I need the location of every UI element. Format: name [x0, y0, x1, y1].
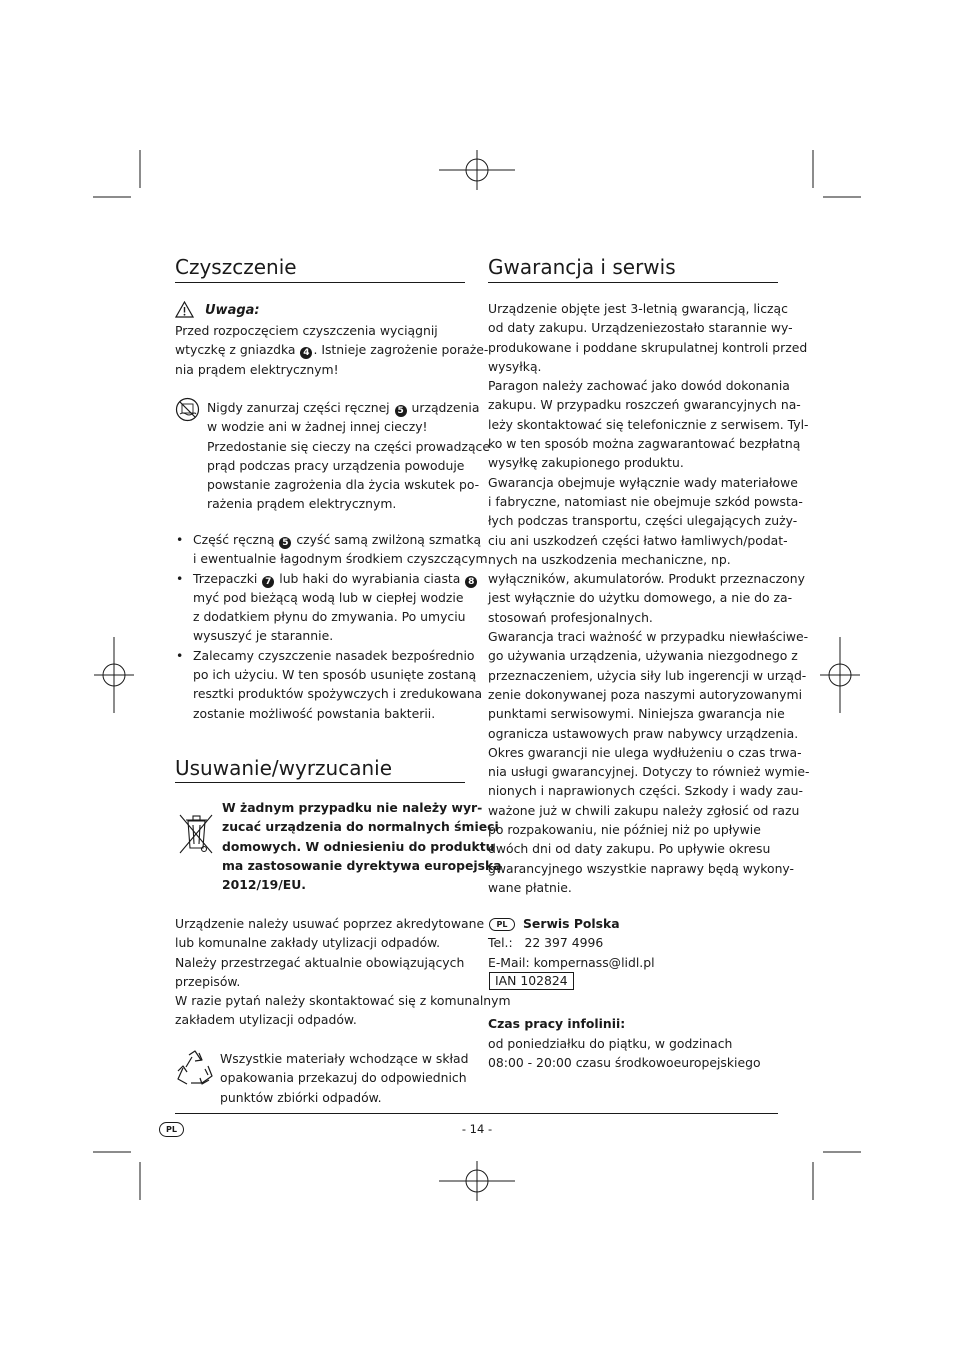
text-line: Przed rozpoczęciem czyszczenia wyciągnij: [175, 323, 438, 338]
text-line: Urządzenie objęte jest 3-letnią gwarancją, licząc: [488, 301, 788, 316]
text-line: prąd podczas pracy urządzenia powoduje: [207, 457, 465, 473]
service-title: Serwis Polska: [523, 916, 620, 931]
text-line: po ich użyciu. W ten sposób usunięte zostaną: [193, 667, 477, 683]
text-line: i ewentualnie łagodnym środkiem czyszczącym.: [193, 551, 492, 567]
service-email: E-Mail: kompernass@lidl.pl: [488, 955, 655, 970]
text-line: w wodzie ani w żadnej innej cieczy!: [207, 419, 428, 435]
text-line: nia usługi gwarancyjnej. Dotyczy to również wymie-: [488, 764, 810, 780]
warranty-title-rule: [488, 282, 778, 283]
text-line: Paragon należy zachować jako dowód dokonania: [488, 378, 790, 394]
text-line: myć pod bieżącą wodą lub w ciepłej wodzie: [193, 589, 464, 605]
text-line: ma zastosowanie dyrektywa europejska: [222, 857, 502, 873]
text-line: W razie pytań należy skontaktować się z komunalnym: [175, 993, 511, 1009]
part-number-circle: 4: [300, 347, 312, 359]
text-line: Wszystkie materiały wchodzące w skład: [220, 1051, 469, 1066]
hours-text: [488, 1034, 761, 1073]
text-line: wyłączników, akumulatorów. Produkt przeznaczony: [488, 571, 805, 587]
text-line: Okres gwarancji nie ulega wydłużeniu o czas trwa-: [488, 744, 802, 760]
no-immersion-icon: [175, 397, 200, 422]
text-line: Część ręczną 5 czyść samą zwilżoną szmatką: [193, 532, 482, 548]
cleaning-title: Czyszczenie: [175, 255, 297, 279]
text-line: od daty zakupu. Urządzeniezostało starannie wy-: [488, 320, 793, 336]
text-line: produkowane i poddane skrupulatnej kontroli przed: [488, 339, 808, 355]
bullet-dot: •: [176, 647, 184, 663]
text-line: lub komunalne zakłady utylizacji odpadów.: [175, 935, 441, 951]
text-line: zakładem utylizacji odpadów.: [175, 1012, 357, 1028]
text-line: rażenia prądem elektrycznym.: [207, 496, 397, 512]
ian-box: IAN 102824: [489, 972, 574, 990]
list-item: [175, 569, 475, 646]
disposal-text: [175, 914, 511, 1030]
disposal-title: Usuwanie/wyrzucanie: [175, 756, 393, 780]
text-line: zenie dokonywanej poza naszymi autoryzowanymi: [488, 686, 803, 702]
text-line: Nigdy zanurzaj części ręcznej 5 urządzenia: [207, 400, 480, 416]
text-line: W żadnym przypadku nie należy wyr-: [222, 800, 483, 815]
text-line: go używania urządzenia, używania niezgodnego z: [488, 648, 798, 664]
text-line: stosowań profesjonalnych.: [488, 609, 653, 625]
text-line: przepisów.: [175, 973, 241, 989]
text-line: zostanie możliwość powstania bakterii.: [193, 705, 436, 721]
text-line: Gwarancja obejmuje wyłącznie wady materiałowe: [488, 474, 798, 490]
disposal-title-rule: [175, 782, 465, 783]
service-country-badge: PL: [489, 918, 515, 931]
text-line: leży skontaktować się telefonicznie z serwisem. Tyl-: [488, 416, 809, 432]
bullet-list: [175, 530, 492, 723]
text-line: wysyłkę zakupionego produktu.: [488, 455, 684, 471]
hours-title: Czas pracy infolinii:: [488, 1016, 626, 1031]
part-number-circle: 5: [395, 405, 407, 417]
text-line: wysyłką.: [488, 358, 542, 374]
bullet-dot: •: [176, 570, 184, 586]
text-line: domowych. W odniesieniu do produktu: [222, 838, 495, 854]
text-line: i fabryczne, natomiast nie obejmuje szkód powsta-: [488, 493, 803, 509]
warranty-text: [488, 299, 810, 897]
text-line: 2012/19/EU.: [222, 877, 307, 893]
text-line: Gwarancja traci ważność w przypadku niewłaściwe-: [488, 629, 809, 645]
text-line: powstanie zagrożenia dla życia wskutek po-: [207, 477, 480, 493]
footer-rule: [175, 1113, 778, 1114]
bullet-dot: •: [176, 532, 184, 547]
text-line: wysuszyć je starannie.: [193, 628, 334, 644]
text-line: nych na uszkodzenia mechaniczne, np.: [488, 551, 731, 567]
text-line: gwarancyjnego wszystkie naprawy będą wykony-: [488, 860, 795, 876]
text-line: nionych i naprawionych części. Szkody i wady zau-: [488, 783, 804, 799]
text-line: Trzepaczki 7 lub haki do wyrabiania ciasta 8: [193, 569, 465, 588]
disposal-warning-text: [222, 798, 502, 894]
text-line: Urządzenie należy usuwać poprzez akredytowane: [175, 916, 485, 931]
text-line: Zalecamy czyszczenie nasadek bezpośrednio: [193, 647, 475, 663]
text-line: opakowania przekazuj do odpowiednich: [220, 1070, 467, 1086]
text-line: punktów zbiórki odpadów.: [220, 1089, 382, 1105]
warning-label: Uwaga:: [205, 303, 260, 318]
text-line: po rozpakowaniu, nie później niż po upływie: [488, 822, 761, 838]
list-item: [175, 530, 492, 569]
text-line: łych podczas transportu, części ulegających zuży-: [488, 513, 798, 529]
no-immersion-text: [207, 398, 490, 514]
text-line: Przedostanie się cieczy na części prowadzące: [207, 438, 490, 454]
text-line: zucać urządzenia do normalnych śmieci: [222, 819, 499, 835]
text-line: Należy przestrzegać aktualnie obowiązujących: [175, 954, 465, 970]
part-number-circle: 8: [465, 576, 477, 588]
text-line: dwóch dni od daty zakupu. Po upływie okresu: [488, 841, 771, 857]
text-line: 08:00 - 20:00 czasu środkowoeuropejskiego: [488, 1055, 761, 1071]
text-line: resztki produktów spożywczych i zredukowana: [193, 686, 483, 702]
text-line: nia prądem elektrycznym!: [175, 361, 339, 377]
warranty-title: Gwarancja i serwis: [488, 255, 676, 279]
text-line: punktami serwisowymi. Niniejsza gwarancja nie: [488, 706, 785, 722]
list-item: [175, 646, 483, 723]
recycling-icon: [175, 1049, 215, 1089]
text-line: z dodatkiem płynu do zmywania. Po umyciu: [193, 609, 466, 625]
text-line: wtyczkę z gniazdka 4 . Istnieje zagrożenie poraże-: [175, 342, 489, 359]
page-number: - 14 -: [461, 1122, 493, 1136]
crossed-bin-icon: [177, 812, 215, 856]
text-line: wane płatnie.: [488, 879, 572, 895]
footer-lang-badge: PL: [159, 1122, 184, 1137]
text-line: od poniedziałku do piątku, w godzinach: [488, 1036, 733, 1051]
text-line: przeznaczeniem, użycia siły lub ingerencji w urząd-: [488, 667, 807, 683]
text-line: ogranicza ustawowych praw nabywcy urządzenia.: [488, 725, 799, 741]
part-number-circle: 7: [262, 576, 274, 588]
text-line: ważone już w chwili zakupu należy zgłosić od razu: [488, 802, 800, 818]
warning-icon: [175, 301, 194, 318]
warning-text: [175, 321, 488, 379]
text-line: ko w ten sposób można zagwarantować bezpłatną: [488, 436, 801, 452]
cleaning-title-rule: [175, 282, 465, 283]
service-phone: Tel.: 22 397 4996: [488, 935, 604, 950]
part-number-circle: 5: [279, 537, 291, 549]
text-line: ciu ani uszkodzeń części łatwo łamliwych/podat-: [488, 532, 788, 548]
text-line: jest wyłącznie do użytku domowego, a nie do za-: [488, 590, 793, 606]
text-line: zakupu. W przypadku roszczeń gwarancyjnych na-: [488, 397, 801, 413]
recycling-text: [220, 1049, 469, 1107]
